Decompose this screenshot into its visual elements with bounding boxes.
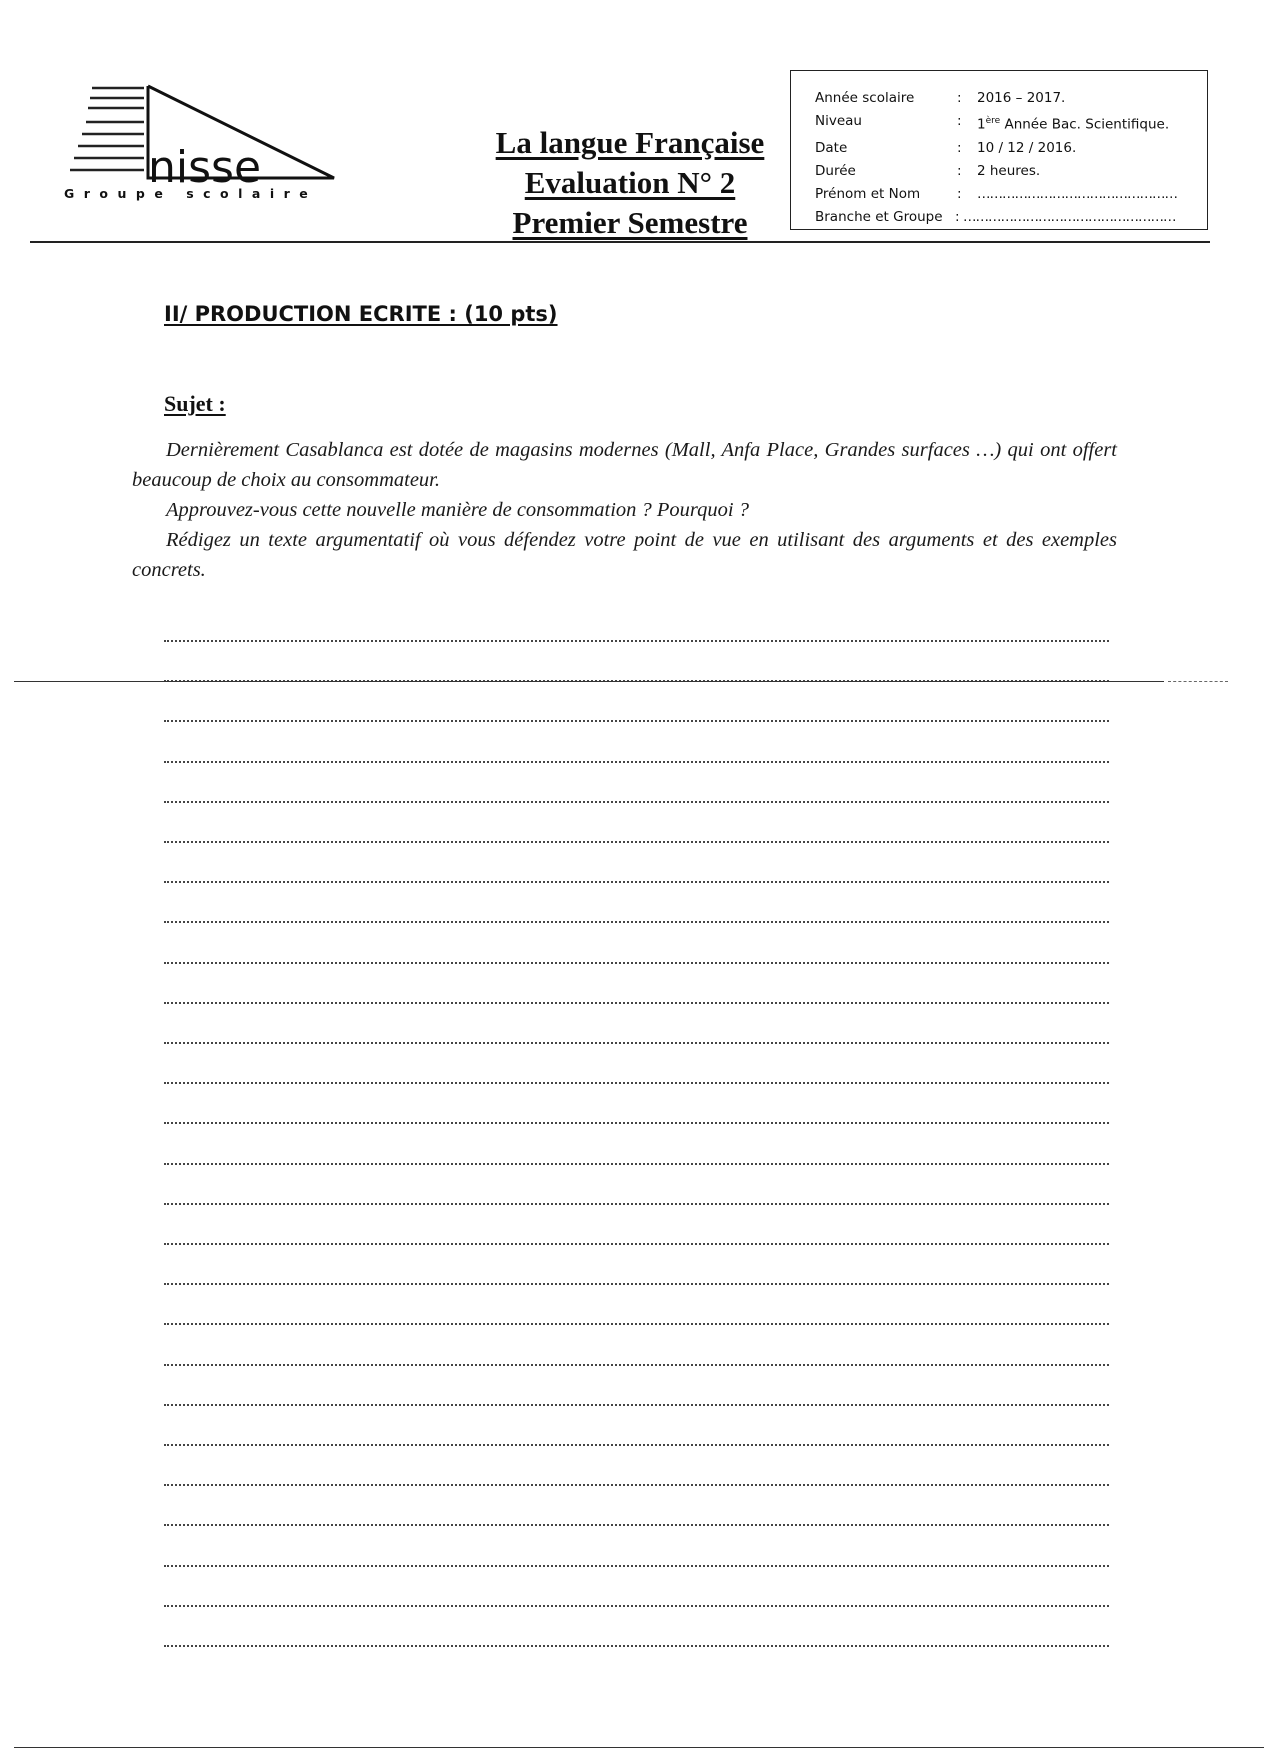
answer-line[interactable] [164, 1243, 1109, 1245]
answer-line[interactable] [164, 1203, 1109, 1205]
subject-label: Sujet : [164, 391, 226, 416]
nom-field[interactable]: ………………………………………… [977, 185, 1177, 202]
answer-line[interactable] [164, 720, 1109, 722]
logo-triangle-icon [64, 82, 354, 207]
annee-value: 2016 – 2017. [977, 90, 1066, 106]
logo-name: nisse [148, 142, 262, 193]
answer-line[interactable] [164, 841, 1109, 843]
answer-line[interactable] [164, 1645, 1109, 1647]
colon: : [957, 185, 962, 202]
student-info-box [790, 70, 1208, 230]
info-row-duree [815, 160, 1207, 183]
answer-line[interactable] [164, 1122, 1109, 1124]
title-line-subject: La langue Française [495, 125, 765, 160]
subject-paragraph: Approuvez-vous cette nouvelle manière de consommation ? Pourquoi ? [166, 499, 749, 521]
date-label: Date [815, 139, 848, 156]
header-divider [30, 241, 1210, 243]
subject-paragraph: Rédigez un texte argumentatif où vous défendez votre point de vue en utilisant des arguments et des exemples concrets. [132, 529, 1117, 581]
answer-line[interactable] [164, 962, 1109, 964]
answer-line[interactable] [164, 1002, 1109, 1004]
subject-text [132, 435, 1117, 585]
answer-line[interactable] [164, 761, 1109, 763]
duree-value: 2 heures. [977, 162, 1041, 179]
niveau-value [977, 110, 1169, 137]
answer-line[interactable] [164, 1283, 1109, 1285]
answer-line[interactable] [164, 1042, 1109, 1044]
niveau-label: Niveau [815, 113, 862, 129]
niveau-rest: Année Bac. Scientifique. [1000, 116, 1170, 133]
logo-tagline: Groupe scolaire [64, 186, 318, 201]
answer-line[interactable] [164, 1524, 1109, 1526]
answer-line[interactable] [164, 921, 1109, 923]
answer-line[interactable] [164, 801, 1109, 803]
colon: : [957, 162, 962, 179]
niveau-num: 1 [977, 116, 986, 133]
branche-label: Branche et Groupe [815, 208, 943, 225]
annee-label: Année scolaire [815, 90, 915, 106]
info-row-date [815, 137, 1207, 160]
colon: : [957, 90, 962, 106]
answer-line[interactable] [164, 640, 1109, 642]
title-line-evaluation: Evaluation N° 2 [524, 165, 736, 200]
info-row-niveau [815, 110, 1207, 137]
answer-line[interactable] [164, 1565, 1109, 1567]
colon: : [957, 113, 962, 129]
title-line-semester: Premier Semestre [512, 205, 748, 240]
answer-line[interactable] [164, 1323, 1109, 1325]
answer-line[interactable] [164, 1082, 1109, 1084]
scan-artifact-line [1168, 681, 1228, 682]
date-value: 10 / 12 / 2016. [977, 139, 1077, 156]
duree-label: Durée [815, 162, 856, 179]
school-logo [64, 82, 354, 207]
answer-line[interactable] [164, 1404, 1109, 1406]
document-title [470, 123, 790, 243]
info-row-nom [815, 183, 1207, 206]
answer-line[interactable] [164, 1605, 1109, 1607]
branche-field[interactable]: …………………………………………… [963, 208, 1176, 225]
info-row-annee [815, 87, 1207, 110]
scan-artifact-line [14, 1747, 1264, 1748]
info-row-branche [815, 206, 1207, 229]
colon: : [955, 208, 960, 225]
answer-line[interactable] [164, 1444, 1109, 1446]
colon: : [957, 139, 962, 156]
subject-paragraph: Dernièrement Casablanca est dotée de magasins modernes (Mall, Anfa Place, Grandes surfaces …) qui ont offert beaucoup de choix au consommateur. [132, 439, 1117, 491]
answer-line[interactable] [164, 1163, 1109, 1165]
answer-line[interactable] [164, 881, 1109, 883]
nom-label: Prénom et Nom [815, 185, 921, 202]
niveau-sup: ère [985, 116, 1001, 126]
scan-artifact-line [14, 681, 1164, 682]
answer-line[interactable] [164, 1484, 1109, 1486]
section-heading: II/ PRODUCTION ECRITE : (10 pts) [164, 302, 558, 326]
answer-line[interactable] [164, 1364, 1109, 1366]
